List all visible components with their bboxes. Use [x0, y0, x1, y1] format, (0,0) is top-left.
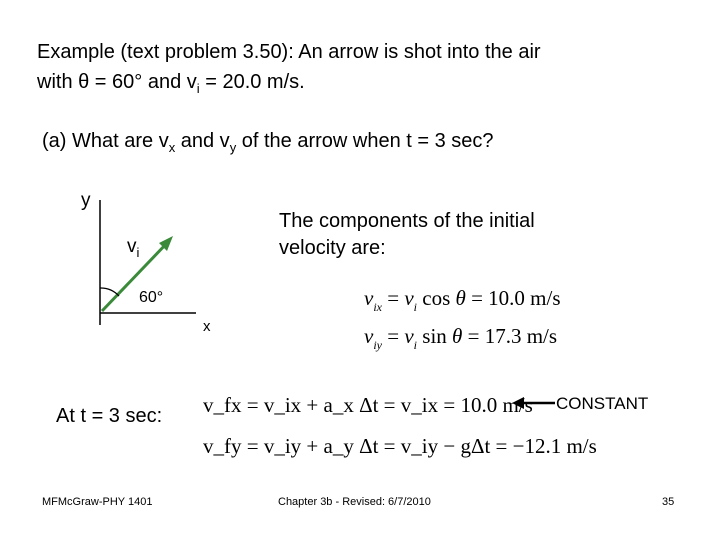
constant-label: CONSTANT — [556, 394, 649, 413]
problem-title-line1: Example (text problem 3.50): An arrow is shot into the air — [37, 41, 541, 63]
components-text: The components of the initial velocity are: — [279, 210, 535, 259]
equation-vix: $v_{ix} = v_i$ cos θ = 10.0 m/s — [364, 286, 561, 314]
problem-title-line2: with θ = 60° and $v_i = 20.0$ m/s. — [37, 71, 305, 96]
equation-vfx: v_fx = v_ix + a_x Δt = v_ix = 10.0 m/s — [203, 393, 533, 417]
vi-label: $v_i$ — [127, 236, 140, 260]
page-number: 35 — [662, 496, 675, 508]
x-axis-label: x — [203, 318, 211, 335]
footer-center: Chapter 3b - Revised: 6/7/2010 — [278, 496, 431, 508]
angle-label: 60° — [139, 289, 164, 306]
question-a: (a) What are $v_x$ and $v_y$ of the arrow when t = 3 sec? — [42, 130, 494, 155]
equation-vfy: v_fy = v_iy + a_y Δt = v_iy − gΔt = −12.1 m/s — [203, 434, 597, 458]
y-axis-label: y — [81, 190, 91, 211]
equation-viy: $v_{iy} = v_i$ sin θ = 17.3 m/s — [364, 324, 558, 352]
at-time-label: At t = 3 sec: — [56, 405, 163, 427]
footer-left: MFMcGraw-PHY 1401 — [42, 496, 153, 508]
